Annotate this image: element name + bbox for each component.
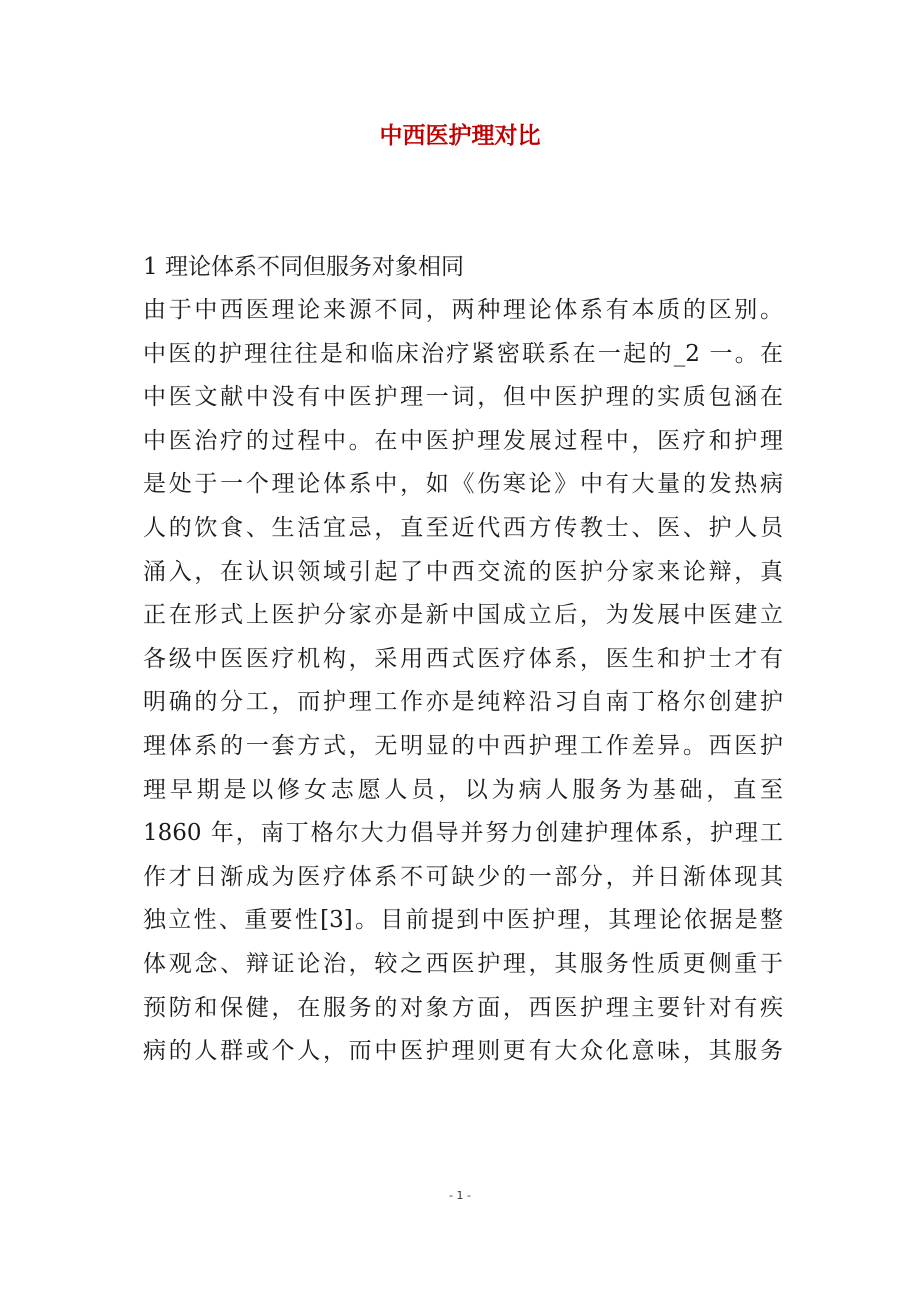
paragraph-line: 作才日渐成为医疗体系不可缺少的一部分，并日渐体现其 <box>143 863 783 890</box>
paragraph-line: 中医治疗的过程中。在中医护理发展过程中，医疗和护理 <box>143 427 783 454</box>
paragraph-line: 预防和保健，在服务的对象方面，西医护理主要针对有疾 <box>143 994 783 1021</box>
paragraph-line: 正在形式上医护分家亦是新中国成立后，为发展中医建立 <box>143 602 783 629</box>
paragraph-line: 中医的护理往往是和临床治疗紧密联系在一起的_2 一。在 <box>143 340 783 367</box>
paragraph-line: 是处于一个理论体系中，如《伤寒论》中有大量的发热病 <box>143 471 783 498</box>
paragraph-line: 由于中西医理论来源不同，两种理论体系有本质的区别。 <box>143 297 783 323</box>
paragraph-line: 明确的分工，而护理工作亦是纯粹沿习自南丁格尔创建护 <box>143 689 783 716</box>
paragraph-line: 涌入，在认识领域引起了中西交流的医护分家来论辩，真 <box>143 558 783 585</box>
page-number: - 1 - <box>449 1189 471 1202</box>
paragraph-line: 病的人群或个人，而中医护理则更有大众化意味，其服务 <box>143 1038 783 1065</box>
section-heading: 1 理论体系不同但服务对象相同 <box>143 254 464 280</box>
paragraph-line: 理早期是以修女志愿人员，以为病人服务为基础，直至 <box>143 776 783 803</box>
paragraph-line: 各级中医医疗机构，采用西式医疗体系，医生和护士才有 <box>143 645 783 672</box>
body-paragraph <box>143 292 783 1077</box>
paragraph-line: 体观念、辩证论治，较之西医护理，其服务性质更侧重于 <box>143 950 783 977</box>
paragraph-line: 独立性、重要性[3]。目前提到中医护理，其理论依据是整 <box>143 907 783 934</box>
paragraph-line: 理体系的一套方式，无明显的中西护理工作差异。西医护 <box>143 732 783 759</box>
paragraph-line: 中医文献中没有中医护理一词，但中医护理的实质包涵在 <box>143 384 783 411</box>
paragraph-line: 1860 年，南丁格尔大力倡导并努力创建护理体系，护理工 <box>143 820 783 847</box>
paragraph-line: 人的饮食、生活宜忌，直至近代西方传教士、医、护人员 <box>143 514 783 541</box>
document-title: 中西医护理对比 <box>379 123 541 149</box>
